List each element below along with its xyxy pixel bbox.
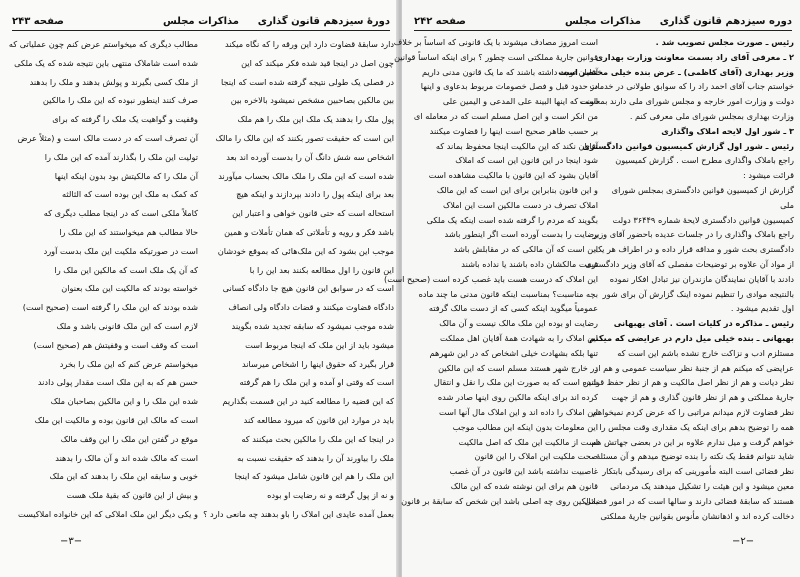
text-line: خواهم گرفت و میل ندارم علاوه بر این در بعضی جهاتش هم (591, 436, 794, 447)
text-line: که کمک به ملک این بوده است که الثالثه (62, 189, 198, 200)
text-line: شده بودند که این ملک را گرفته است (صحیح است) (22, 302, 198, 313)
text-line: است که مالک شده اند و آن مالک را بدهند (55, 452, 198, 463)
text-line: وقفیت و گواهیت یک ملک را گرفته که برای (52, 114, 198, 125)
text-line: دادگاه قضاوت میکنند و قضات دادگاه ولی انصاف (228, 302, 394, 313)
text-line: رضایت او بوده این ملک مالک نیست و آن مالک (439, 318, 598, 329)
text-line: میخواستم عرض کنم که این ملک را بخرد (59, 358, 198, 369)
text-line: کمیسیون قوانین دادگستری لایحهٔ شماره ۳۶۴۴۹ دولت (612, 214, 794, 225)
text-line: ۲ ـ معرفی آقای راد بسمت معاونت وزارت بهداری (595, 51, 794, 62)
text-line: ملک را بیاورند آن را بدهند که حقیقت نسبت به (237, 452, 394, 463)
text-line: شده است که این ملک را ملک مالک بحساب میآورند (218, 170, 394, 181)
text-line: بچه مناسبت؟ بمناسبت اینکه قانون مدنی ما چند ماده (418, 288, 598, 299)
text-line: شده موجب نمیشود که سابقه تجدید شده بگویند (231, 320, 394, 331)
text-line: این ملک را هم این قانون شامل میشود که اینجا (234, 471, 394, 482)
text-line: نظر قضاوت لازم میدانم مراتبی را که عرض کردم نمیخواهم (592, 406, 794, 417)
page-242 (384, 0, 800, 577)
text-line: بعد برای اینکه پول را دادند بپردازند و اینکه هیچ (236, 189, 394, 200)
header-page-number: صفحه ۲۴۳ (12, 16, 64, 27)
text-line: است که در سوابق این قانون هیچ جا دادگاه کسانی (222, 283, 394, 294)
text-line: معین میشود و این هیئت را تشکیل میدهند یک مردمانی (610, 480, 794, 491)
text-line: مطالب دیگری که میخواستم عرض کنم چون عملیاتی که (8, 39, 198, 49)
text-line: دخالت کرده اند و اذهانشان مأنوس بقوانین جاریهٔ مملکتی (600, 510, 794, 521)
text-line: بمالکین روی چه اصلی باشد این شخص که سابقهٔ بر قانون (401, 495, 598, 506)
text-line: دادگستری بحث شور و مداقه قرار داده و در اطراف هر یک (594, 244, 794, 255)
text-line: اشخاص سه شش دانگ آن را بدست آورده اند بعد (226, 151, 394, 162)
text-line: رئیس ـ مذاکره در کلیات است . آقای بهبهانی (613, 318, 794, 329)
text-line: قانون هم برای این نوشته شده که این مالک (450, 480, 598, 491)
text-line: است که مالک این قانون بوده و مالکیت این ملک (34, 414, 198, 425)
text-line: بهبهانی ـ بنده خیلی میل دارم در عرایضی که میکنم (589, 332, 794, 343)
text-line: از مواد آن علاوه بر توضیحات مفصلی که آقای وزیر دادگستری (585, 258, 794, 269)
text-line: شده است شاملاک منتهی باین نتیجه شده که یک ملکی (14, 57, 198, 68)
header-title: مذاکرات مجلس (564, 16, 642, 27)
text-line: این است که آن مالکی که در مقابلش باشد (453, 244, 598, 255)
text-line: املاک تصرف در دست مالکین است این املاک (442, 199, 598, 210)
text-line: ۳ ـ شور اول لایحه املاک واگذاری (661, 125, 794, 136)
text-line: است امروز مصادف میشوند با یک قانونی که اساساً بر خلاف (393, 37, 598, 47)
text-line: و این قانون بنابراین برای این است که این مالک (436, 184, 598, 195)
text-line: بعمل آمده عایدی این املاک را باو بدهند چه مانعی دارد ؟ (203, 508, 394, 519)
text-line: در خارج شهر هستند مسلم است که این مالکین (438, 362, 598, 373)
text-line: بگویند که مردم را گرفته شده است اینکه یک ملکی (426, 214, 598, 225)
text-line: این املاک را به شهادت همهٔ آقایان اهل مملکت (440, 332, 598, 343)
text-line: تولیت این ملک را بگذارند آمده که این ملک را (44, 151, 198, 162)
text-line: صحت ملکیت این املاک را این قانون (474, 451, 598, 462)
text-line: دادند با آقایان نمایندگان مازندران نیز تبادل افکار نموده (609, 273, 794, 284)
text-line: موقع در گفتن این ملک را این وقف مالک (60, 433, 198, 444)
text-line: آقایان نکند که این مالکیت اینجا محفوظ بماند که (435, 140, 598, 151)
text-line: عرایضی که میکنم هم از جنبهٔ نظر سیاست عمومی و هم از (594, 362, 794, 373)
text-line: هستند که سابقهٔ قضائی دارند و سالها است که در امور قضائی (584, 495, 794, 506)
header-series: دورهٔ سیزدهم قانون گذاری (257, 16, 390, 27)
text-line: قیمت مالکشان داده باشند یا نداده باشند (461, 258, 598, 269)
header-page-number: صفحه ۲۴۲ (414, 16, 466, 27)
header-title: مذاکرات مجلس (162, 16, 240, 27)
text-line: خواسته بودند که مالکیت این ملک بعنوان (61, 283, 198, 294)
text-line: عمومیاً میگوید اینکه کسی که از دست مالک گرفته (428, 303, 598, 314)
text-line: آن ملک را که مالکیتش بود بدون اینکه اینها (54, 170, 198, 181)
text-line: حسن هم که به این ملک است مقدار پولی دادند (37, 377, 198, 388)
text-line: بر حسب ظاهر صحیح است اینها را قضاوت میکنند (429, 125, 598, 136)
text-line: جاریهٔ مملکتی و هم از نظر قانون گذاری و هم از جهت (611, 392, 794, 403)
text-line: رئیس ـ شور اول گزارش کمیسیون قوانین دادگستری (582, 140, 794, 151)
page-243 (0, 0, 398, 577)
text-line: قرار بگیرد که حقوق اینها را اشخاص میرساند (241, 358, 394, 369)
text-line: شده است که به صورت این ملک را نقل و انتقال (433, 377, 598, 388)
text-line: دارد سابقهٔ قضاوت دارد این ورقه را که نگاه میکند (224, 39, 394, 49)
text-line: شاید نتوانم فقط یک نکته را بنده توضیح میدهم و آن مسئلهٔ (596, 451, 794, 462)
text-line: در اینجا که این ملک را مالکین بحث میکنند که (241, 433, 394, 444)
text-line: است از مالکیت این ملک که اصل مالکیت (458, 436, 598, 447)
text-line: خواستم جناب آقای احمد راد را که سوابق طولانی در خدمات (589, 81, 794, 92)
text-line: باشد فکر و رویه و تأملاتی که همان تأملات و همین (224, 226, 394, 237)
text-line: آقایان بشود که این قانون با مالکیت مشاهده است (428, 170, 598, 181)
text-line: این است که حقیقت تصور بکنند که این مالک را مالک (215, 132, 394, 143)
text-column-right (558, 35, 794, 523)
text-line: و نه از پول گرفته و نه رضایت او بوده (267, 490, 394, 501)
text-line: از ملک کسی بگیرند و پولش بدهند و ملک را بدهند (29, 76, 198, 87)
text-line: قوانین جاریهٔ مملکتی است چطور ؟ برای اینکه اساساً قوانین (394, 51, 598, 62)
text-line: که آن یک ملک است که مالکین این ملک را (54, 264, 198, 275)
text-line: آقایان توجه داشته باشند که ما یک قانون مدنی داریم (422, 66, 598, 77)
text-line: باید در موارد این قانون که میرود مطالعه کند (243, 414, 394, 425)
text-line: است که وقف است و وقفیتش هم (صحیح است) (33, 339, 198, 350)
text-line: پول ملک را بدهند یک ملک این ملک را هم ملک (237, 114, 394, 125)
text-line: دولت و وزارت امور خارجه و مجلس شورای ملی دارند بمعاونت (579, 96, 794, 107)
text-line: کرده اند برای اینکه مالکین روی اینها صادر شده (437, 392, 598, 403)
text-line: است که اینها البینة علی المدعی و الیمین علی (442, 96, 598, 107)
text-column-right (202, 35, 394, 524)
text-line: این املاک را داده اند و این املاک مال آنها است (438, 406, 598, 417)
text-line: استحاله است که حتی قانون خواهی و اعتبار این (232, 208, 394, 219)
text-line: قرائت میشود : (742, 170, 794, 181)
text-line: در حدود قبل و فصل خصومات مربوط بدعاوی و اینها (420, 81, 598, 92)
text-line: نظر دیانت و هم از نظر اصل مالکیت و هم از نظر حفظ قوانین (582, 377, 794, 388)
text-line: غاصبیت نداشته باشد این قانون در آن غصب (449, 466, 598, 477)
text-line: میشود باید از این ملک که اینجا مربوط است (245, 339, 394, 350)
text-line: در فصلی یک طولی نتیجه گرفته شده است که اینجا (220, 76, 394, 87)
page-footer-number: −۳− (60, 536, 83, 547)
text-line: من انکر است و این اصل مسلم است که در معامله ای (413, 110, 598, 121)
text-line: مستلزم ادب و نزاکت خارج نشده باشم این است که (617, 347, 794, 358)
text-line: کاملاً ملکی است که در اینجا مطلب دیگری که (43, 208, 198, 219)
text-line: این املاک که درست هست باید غصب کرده است (صحیح است) (384, 273, 598, 284)
text-line: نظر قضائی است البته مأمورینی که برای رسیدگی بابتکار (602, 466, 794, 477)
text-line: موجب این بشود که این ملک‌هائی که بموقع خودشان (217, 245, 394, 256)
text-line: است در صورتیکه ملکیت این ملک بدست آورد (43, 245, 198, 256)
text-line: بین مالکین بصاحبین مشخص نمیشود بالاخره بین (230, 95, 394, 106)
text-line: شده این ملک را و این مالکین بصاحبان ملک (50, 396, 198, 407)
text-line: همه را توضیح بدهم برای اینکه یک مقداری وقت مجلس را (599, 421, 794, 432)
text-line: رضایت را بدست آورده است اگر اینطور باشد (444, 229, 598, 240)
text-line: خوبی و سابقه این ملک را بدهند که این ملک (49, 471, 198, 482)
text-line: و بیش از این قانون که بقیهٔ ملک هست (66, 490, 198, 501)
text-line: این قانون را اول مطالعه بکنند بعد این را با (249, 264, 394, 275)
text-line: بالنتیجه موادی را تنظیم نموده اینک گزارش آن برای شور (602, 288, 794, 299)
header-series: دوره سیزدهم قانون گذاری (659, 16, 792, 27)
text-line: رئیس ـ صورت مجلس تصویب شد . (655, 37, 794, 47)
text-line: این معلومات بدون اینکه این مطالب موجب (452, 421, 598, 432)
text-line: وزیر بهداری (آقای کاظمی) ـ عرض بنده خیلی مختصر است (558, 66, 794, 77)
text-line: راجع باملاک واگذاری را در جلسات عدیده باحضور آقای وزیر (592, 229, 794, 240)
text-line: است که وقتی او آمده و این ملک را هم گرفته (239, 377, 394, 388)
text-line: صرف کنند اینطور نبوده که این ملک را مالکین (42, 95, 198, 106)
text-line: و یکی دیگر این ملک املاکی که این خانواده املاکیست (17, 508, 198, 519)
text-line: لازم است که این ملک قانونی باشد و ملک (56, 320, 198, 331)
text-line: وزارت بهداری بمجلس شورای ملی معرفی کنم . (629, 110, 794, 121)
page-footer-number: −۲− (732, 536, 755, 547)
text-line: راجع باملاک واگذاری مطرح است . گزارش کمیسیون (615, 155, 794, 166)
text-line: آن تصرف است که در دست مالک است و (مثلاً عرض (17, 132, 198, 143)
text-column-left (6, 35, 198, 524)
text-line: که این قضیه را مطالعه کنید در این قسمت بگذاریم (222, 396, 394, 407)
page-header (12, 8, 390, 31)
text-line: حالا مطالب هم میخواستند که این ملک را (59, 226, 198, 237)
text-line: اول تقدیم میشود . (730, 303, 794, 314)
page-header (414, 8, 792, 31)
text-line: چون اصل در اینجا قید شده فکر میکند که این (241, 57, 394, 68)
text-line: ملی (780, 199, 794, 210)
text-column-left (384, 35, 598, 509)
text-line: گزارش از کمیسیون قوانین دادگستری بمجلس شورای (611, 184, 794, 195)
text-line: تنها بلکه بشهادت خیلی اشخاص که در این شهرهم (429, 347, 598, 358)
text-line: شود اینجا در این قانون این است که املاک (455, 155, 598, 166)
